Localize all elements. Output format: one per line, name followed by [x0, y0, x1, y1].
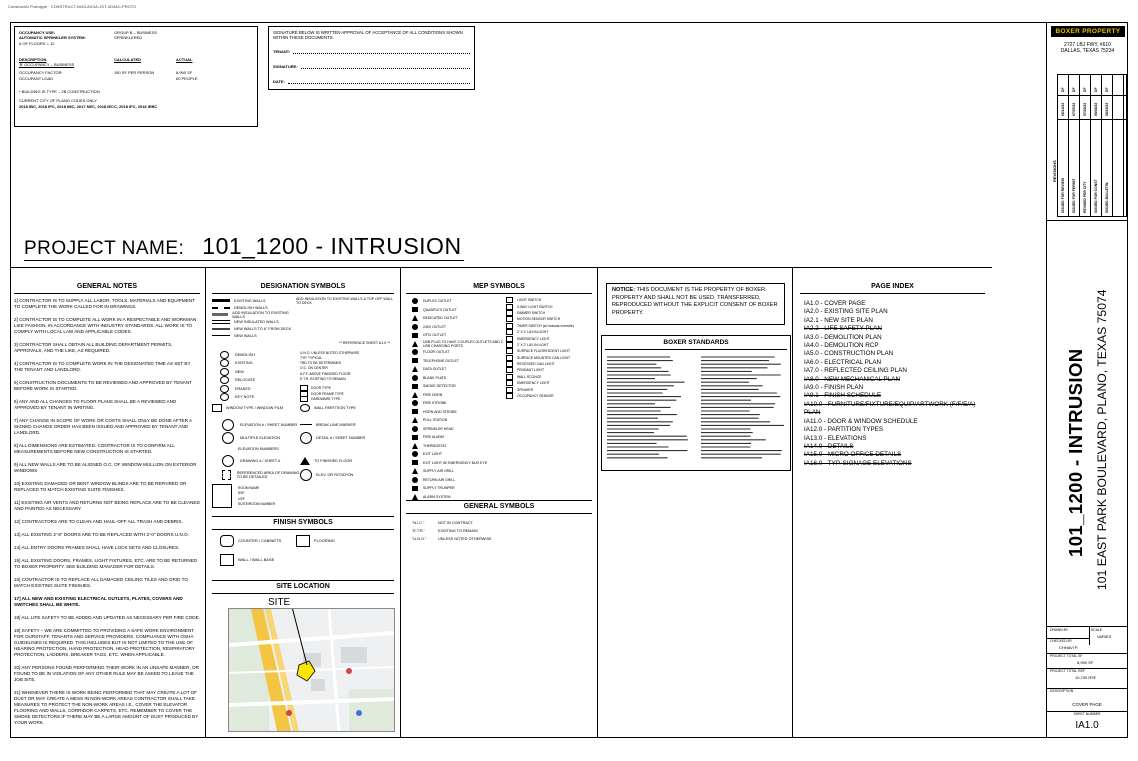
mep-symbol	[506, 355, 513, 361]
mep-label: SPEAKER	[517, 387, 534, 392]
mep-label: 3-WAY LIGHT SWITCH	[517, 304, 553, 309]
revision-desc: ISSUED FOR CONST	[1094, 179, 1098, 213]
mep-label: TELEPHONE OUTLET	[423, 358, 459, 363]
mep-label: SURFACE MOUNTED CAN LIGHT	[517, 355, 571, 360]
room-label: ROOM NAME	[238, 485, 260, 490]
wall-partition: WALL PARTITION TYPE	[314, 406, 356, 411]
abbrev-label: A.F.F. ABOVE FINISHED FLOOR	[300, 371, 351, 376]
mep-symbol	[412, 392, 418, 398]
mep-label: EXIT LIGHT W/ EMERGENCY BUG EYE	[423, 460, 488, 465]
general-note: 4] CONTRACTOR IS TO COMPLETE WORK IN THE DESIGNATED TIME AS SET BY THE TENANT AND LANDLORD.	[14, 361, 191, 372]
page-index	[800, 283, 985, 468]
mep-label: SMOKE DETECTOR	[423, 384, 456, 389]
scale-value: VARIES	[1097, 634, 1112, 639]
room-label: USF	[238, 496, 245, 501]
legend-label: DEMOLISH	[235, 352, 255, 357]
project-name-row	[24, 233, 464, 261]
factor-calc: 150 SF PER PERSON	[114, 70, 155, 76]
legend-symbol	[220, 385, 229, 393]
revision-desc: REVISED PER CITY	[1083, 181, 1087, 213]
col-divider-4	[792, 267, 793, 738]
mep-symbol	[412, 417, 418, 423]
tenant-label: TENANT:	[273, 48, 291, 54]
col-description: DESCRIPTION	[19, 56, 47, 62]
signature-label: SIGNATURE:	[273, 63, 298, 69]
page-index-item[interactable]: IA13.0 - ELEVATIONS	[804, 434, 867, 442]
general-note: 12] CONTRACTORS ARE TO CLEAN AND HAUL-OFF ALL TRASH AND DEBRIS.	[14, 519, 183, 524]
sprinkler-label: AUTOMATIC SPRINKLER SYSTEM:	[19, 35, 86, 41]
mep-label: 2' X 4' LAY-IN LIGHT	[517, 330, 549, 335]
wall-label: ADD INSULATION TO EXISTING WALLS	[232, 310, 289, 319]
building-type: * BUILDING IS TYPE – 2B CONSTRUCTION	[19, 89, 100, 95]
legend-symbol	[220, 351, 229, 359]
mep-label: EXIT LIGHT	[423, 452, 442, 457]
page-index-item[interactable]: IA9.1 - FINISH SCHEDULE	[804, 392, 881, 400]
standards-fine-print	[605, 353, 787, 468]
abbrev-label: E.T.R. EXISTING TO REMAIN	[300, 376, 346, 381]
legend-label: NEW	[235, 369, 244, 374]
finish-flooring: FLOORING	[314, 538, 335, 544]
page-index-item[interactable]: IA3.0 - DEMOLITION PLAN	[804, 333, 882, 341]
revision-desc: ISSUED BULLETIN	[1105, 182, 1109, 213]
mep-symbol	[506, 310, 513, 316]
general-note: 7] ANY CHANGE IN SCOPE OF WORK OR COSTS SHALL ONLY BE DONE AFTER A SIGNED CHANGE ORDER HAS BEEN ISSUED AND APPROVED BY TENANT AND LANDLORD.	[14, 418, 192, 435]
mep-label: USB PLUG TO HAVE 2 DUPLEX OUTLETS AND 2 USB CHARGING PORTS	[423, 339, 503, 348]
notice-text: THIS DOCUMENT IS THE PROPERTY OF BOXER PROPERTY AND SHALL NOT BE USED, TRANSFERRED, REPRODUCED WITHOUT THE EXPLICIT CONSENT OF BOXER PROPERTY.	[612, 287, 778, 317]
page-index-item[interactable]: IA14.0 - DETAILS	[804, 442, 854, 450]
drawing-label: DRAWING # / SHEET #	[240, 458, 281, 463]
project-name: 101_1200 - INTRUSION	[202, 233, 462, 259]
general-note: 1] CONTRACTOR IS TO SUPPLY ALL LABOR, TOOLS, MATERIALS AND EQUIPMENT TO COMPLETE THE WORK CALLED FOR IN DRAWINGS.	[14, 298, 195, 309]
mep-symbol	[412, 426, 418, 432]
mep-symbol	[412, 477, 418, 483]
mep-symbols	[406, 283, 592, 501]
wall-symbol	[212, 313, 228, 316]
mep-label: EMERGENCY LIGHT	[517, 336, 550, 341]
mep-symbol	[506, 380, 513, 386]
abbrev-label: O.C. ON CENTER	[300, 366, 328, 371]
wall-symbol	[212, 335, 230, 336]
revision-desc: ISSUED FOR REVIEW	[1061, 177, 1065, 213]
general-note: 15] ALL EXISTING DOORS, FRAMES, LIGHT FIXTURES, ETC. ARE TO BE RETURNED TO BOXER PROPERTY. SEE BUILDING MANAGER FOR DETAILS.	[14, 558, 198, 569]
mep-symbol	[506, 361, 513, 367]
mep-symbol	[506, 387, 513, 393]
revisions-label: REVISIONS	[1052, 160, 1057, 182]
mep-label: LIGHT SWITCH	[517, 298, 542, 303]
general-symbols-title: GENERAL SYMBOLS	[463, 503, 535, 510]
legend-label: EXISTING	[235, 361, 253, 366]
mep-symbol	[412, 486, 418, 491]
gen-symbol-desc: NOT IN CONTRACT	[438, 521, 473, 525]
door-symbol	[300, 396, 308, 402]
legend-symbol	[220, 393, 229, 401]
mep-symbol	[506, 367, 513, 373]
signature-box	[268, 26, 475, 90]
legend-symbol	[220, 368, 229, 376]
general-note: 21] WHENEVER THERE IS WORK BEING PERFORMED THAT MAY CREATE A LOT OF DUST OR MAY CREATE A MESS IN NON-WORK AREAS CONTRACTOR SHALL TAKE MEASURES TO PROTECT THE NON-WORK AREAS I.E., COVER THE ELEVATOR FLOORING AND WALLS, CORRIDOR CARPETS, ETC. REMEMBER TO COVER THE SMOKE DETECTORS IF THERE MAY BE A LARGE AMOUNT OF DUST PRODUCED BY YOUR WORK.	[14, 690, 199, 725]
revision-date: 08/16/22	[1105, 102, 1109, 116]
door-label: HARDWARE TYPE	[311, 397, 341, 402]
mep-label: QUADPLEX OUTLET	[423, 307, 457, 312]
description-value: COVER PAGE	[1072, 702, 1102, 707]
mep-label: BLANK PLATE	[423, 375, 447, 380]
mep-label: FIRE STROBE	[423, 401, 447, 406]
revision-by: DF	[1094, 87, 1098, 92]
revision-date: 06/14/22	[1061, 102, 1065, 116]
mep-symbol	[412, 443, 418, 449]
mep-label: WALL SCONCE	[517, 374, 542, 379]
gen-symbol-code: "U.N.O."	[412, 537, 427, 541]
revision-desc: ISSUED FOR PERMIT	[1072, 178, 1076, 213]
col-divider-1	[205, 267, 206, 738]
page-index-item[interactable]: IA2.1 - NEW SITE PLAN	[804, 316, 873, 324]
mep-symbol	[412, 409, 418, 414]
mep-label: FIRE ALARM	[423, 435, 444, 440]
mep-label: FIRE HORN	[423, 392, 443, 397]
standards-title: BOXER STANDARDS	[663, 339, 729, 346]
page-index-item[interactable]: IA5.0 - CONSTRUCTION PLAN	[804, 350, 894, 358]
site-title: SITE LOCATION	[276, 583, 330, 590]
mep-symbol	[506, 304, 513, 310]
page-index-item[interactable]: IA6.0 - ELECTRICAL PLAN	[804, 358, 882, 366]
mep-label: SPRINKLER HEAD	[423, 426, 454, 431]
mep-symbol	[506, 348, 513, 354]
factor-actual: 8,990 SF	[176, 70, 193, 76]
general-note: 20] ANY PERSONS FOUND PERFORMING THEIR WORK IN AN UNSAFE MANNER, OR FOUND TO BE IN VIOLATION OF ANY OTHER RULE MAY BE ASKED TO LEAVE THE JOB SITE.	[14, 665, 199, 682]
total-sf-value: 8,990 SF	[1077, 660, 1094, 665]
mep-symbol	[412, 451, 418, 457]
mep-label: RECESSED CAN LIGHT	[517, 362, 555, 367]
signature-line[interactable]	[301, 64, 470, 69]
mep-label: ALARM SYSTEM	[423, 494, 451, 499]
mep-symbol	[506, 342, 513, 348]
page-index-item[interactable]: IA10.0 - FURNITURE/FIXTURE/EQUIP/ARTWORK (F/F/E/A) PLAN	[804, 400, 976, 417]
general-note: 18] ALL LIFE SAFETY TO BE ADDED AND UPDATED AS NECESSARY PER FIRE CODE.	[14, 615, 200, 620]
wall-symbol	[212, 307, 230, 309]
revision-by: DF	[1061, 87, 1065, 92]
finish-counter: COUNTER / CABINETS	[238, 538, 282, 544]
mep-label: 2' X 2' LAY-IN LIGHT	[517, 342, 549, 347]
revision-by: DF	[1083, 87, 1087, 92]
file-header-note: ConstructAI Prototype · CONSTRUCT-0063-AXXA-1ST-4O4AC-PROTO	[8, 4, 137, 9]
general-note: 5] CONSTRUCTION DOCUMENTS TO BE REVIEWED AND APPROVED BY TENANT BEFORE WORK IS STARTED.	[14, 380, 192, 391]
project-separator	[10, 267, 992, 268]
general-notes	[14, 283, 200, 733]
checked-value: CHHAVI P.	[1059, 645, 1079, 650]
general-note: 16] CONTRACTOR IS TO REPLACE ALL DAMAGED CEILING TILES AND GRID TO MATCH EXISTING SUITE FINISHES.	[14, 577, 188, 588]
title-block	[1046, 22, 1128, 738]
mep-label: GFCI OUTLET	[423, 333, 447, 338]
page-index-item[interactable]: IA2.2 - LIFE SAFETY PLAN	[804, 325, 882, 333]
factor-label: OCCUPANCY FACTOR:	[19, 70, 63, 76]
page-index-item[interactable]: IA7.0 - REFLECTED CEILING PLAN	[804, 367, 907, 375]
col-divider-2	[400, 267, 401, 738]
page-index-item[interactable]: IA12.0 - PARTITION TYPES	[804, 426, 884, 434]
mep-symbol	[412, 341, 418, 347]
mep-label: FLOOR OUTLET	[423, 350, 450, 355]
mep-label: PENDANT LIGHT	[517, 368, 545, 373]
general-note: 17] ALL NEW AND EXISTING ELECTRICAL OUTLETS, PLATES, COVERS AND SWITCHES SHALL BE WHITE.	[14, 596, 183, 607]
scale-label: SCALE	[1091, 628, 1103, 632]
total-rsf-label: PROJECT TOTAL RSF	[1050, 669, 1085, 673]
gen-symbol-code: "N.I.C."	[412, 521, 425, 525]
vertical-project-title: 101_1200 - INTRUSION	[1065, 348, 1086, 557]
mep-symbol	[412, 307, 418, 312]
general-note: 10] EXISTING DAMAGED OR BENT WINDOW BLINDS ARE TO BE REPAIRED OR REPLACED TO MATCH EXISTING SUITE FINISHES.	[14, 481, 187, 492]
mep-label: SURFACE FLUORESCENT LIGHT	[517, 349, 571, 354]
page-index-item[interactable]: IA8.0 - NEW MECHANICAL PLAN	[804, 375, 900, 383]
total-sf-label: PROJECT TOTAL SF	[1050, 654, 1083, 658]
legend-label: KEY NOTE	[235, 395, 255, 400]
page-index-item[interactable]: IA11.0 - DOOR & WINDOW SCHEDULE	[804, 417, 918, 425]
mep-label: DIMMER SWITCH	[517, 310, 546, 315]
boxer-logo: BOXER PROPERTY	[1051, 26, 1125, 37]
general-note: 8] ALL DIMENSIONS ARE ESTIMATED. CONTRACTOR IS TO CONFIRM ALL MEASUREMENTS BEFORE NEW CONSTRUCTION IS STARTED.	[14, 443, 175, 454]
sprinkler-value: SPRINKLERED	[114, 35, 143, 41]
drawn-by-label: DRAWN BY	[1050, 628, 1069, 632]
mep-label: SUPPLY AIR GRILL	[423, 469, 455, 474]
page-index-item[interactable]: IA16.0 - TYP. SIGNAGE ELEVATIONS	[804, 459, 912, 467]
occupancy-box	[14, 26, 258, 127]
abbrev-label: U.N.O. UNLESS NOTED OTHERWISE	[300, 350, 360, 355]
floors-count: # OF FLOORS = 12	[19, 40, 55, 46]
mep-title: MEP SYMBOLS	[473, 283, 525, 290]
reference-note: ** REFERENCE SHEET A1.0 **	[339, 341, 390, 345]
mep-label: DUPLEX OUTLET	[423, 299, 452, 304]
designation-title: DESIGNATION SYMBOLS	[260, 283, 346, 290]
mep-label: DATA OUTLET	[423, 367, 447, 372]
general-note: 3] CONTRACTOR SHALL OBTAIN ALL BUILDING DEPARTMENT PERMITS, APPROVALS, AND THE LIKE, AS REQUIRED.	[14, 342, 173, 353]
site-location	[212, 580, 394, 596]
general-note: 9] ALL NEW WALLS ARE TO BE ALIGNED O.C. OF WINDOW MULLION ON EXTERIOR WINDOWS.	[14, 462, 197, 473]
boxer-standards	[601, 335, 791, 471]
occupancy-row-desc: 'B' OCCUPANCY – BUSINESS	[19, 62, 75, 68]
mep-label: DEDICATED OUTLET	[423, 316, 458, 321]
mep-symbol	[412, 315, 418, 321]
mep-label: THERMOSTAT	[423, 443, 447, 448]
wall-label: DEMOLISH WALLS	[234, 305, 268, 310]
wall-label: NEW WALLS TO 6" FROM DECK	[234, 326, 292, 331]
gen-symbol-desc: UNLESS NOTED OTHERWISE	[438, 537, 492, 541]
general-symbols	[406, 500, 592, 543]
revision-by: DF	[1105, 87, 1109, 92]
door-label: DOOR TYPE	[311, 386, 331, 391]
wall-symbol	[212, 320, 230, 324]
mep-symbol	[506, 316, 513, 322]
rotation-label: ELEV. OR ROTATION	[316, 472, 354, 477]
elevation-numbers-label: ELEVATION NUMBERS	[238, 447, 279, 452]
mep-label: TIMER SWITCH (w/ manual override)	[517, 323, 574, 328]
load-label: OCCUPANT LOAD	[19, 75, 54, 81]
site-map[interactable]	[228, 608, 395, 732]
general-note: 13] ALL EXISTING 2'-8" DOORS ARE TO BE REPLACED WITH 3'-0" DOORS U.N.O.	[14, 532, 189, 537]
total-rsf-value: 10,700 RSF	[1075, 675, 1097, 680]
room-label: SSF	[238, 491, 245, 496]
break-line-label: BREAK LINE MARKER	[316, 422, 356, 427]
site-map-graphic	[229, 609, 394, 731]
general-notes-title: GENERAL NOTES	[76, 283, 138, 290]
mep-symbol	[412, 494, 418, 500]
address-line-2: DALLAS, TEXAS 75234	[1060, 48, 1115, 54]
mep-symbol	[412, 366, 418, 372]
mep-symbol	[506, 393, 513, 399]
finish-title: FINISH SYMBOLS	[273, 519, 333, 526]
wall-label: NEW INSULATED WALLS	[234, 319, 279, 324]
legend-symbol	[220, 359, 229, 367]
mep-symbol	[412, 460, 418, 465]
finish-symbols	[212, 516, 394, 568]
mep-label: SUPPLY TRUMPER	[423, 486, 455, 491]
page-index-title: PAGE INDEX	[871, 283, 914, 290]
legend-label: RELOCATE	[235, 378, 256, 383]
gen-symbol-code: "E.T.R."	[412, 529, 426, 533]
wall-symbol	[212, 328, 230, 330]
mep-symbol	[506, 329, 513, 335]
general-note: 11] EXISTING AIR VENTS AND RETURNS NOT BEING REPLACE ARE TO BE CLEANED AND PAINTED AS NECESSARY.	[14, 500, 200, 511]
occupancy-use-label: OCCUPANCY USE:	[19, 30, 56, 35]
mep-symbol	[412, 375, 418, 381]
designation-symbols	[212, 283, 394, 508]
page-index-item[interactable]: IA1.0 - COVER PAGE	[804, 300, 866, 307]
project-name-label: PROJECT NAME:	[24, 238, 185, 259]
mep-symbol	[412, 333, 418, 338]
signature-heading: SIGNATURE BELOW IS WRITTEN APPROVAL OF ACCEPTANCE OF ALL CONDITIONS SHOWN WITHIN THESE DOCUMENTS.	[273, 30, 463, 41]
occupancy-use-value: GROUP B – BUSINESS	[114, 30, 158, 35]
mep-symbol	[412, 349, 418, 355]
mep-label: RETURN AIR GRILL	[423, 477, 456, 482]
wall-label: NEW WALLS	[234, 333, 257, 338]
revision-date: 08/02/22	[1094, 102, 1098, 116]
finished-floor-label: TO FINISHED FLOOR	[314, 458, 353, 463]
mep-label: MOTION SENSOR SWITCH	[517, 317, 561, 322]
window-type: WINDOW TYPE / WINDOW FILM	[226, 406, 284, 411]
address-line-1: 2727 LBJ FWY, #610	[1064, 42, 1111, 48]
sheet-number: IA1.0	[1075, 720, 1099, 731]
general-note: 19] SAFETY – WE ARE COMMITTED TO PROVIDING A SAFE WORK ENVIRONMENT FOR OURSTAFF, TENANTS AND SERVICE PROVIDERS. COMPLIANCE WITH OSHA GUIDELINES IS REQUIRED. THIS INCLUDES BUT IS NOT LIMITED TO THE USE OF HEARING PROTECTION, HAND PROTECTION, HEAD PROTECTION, RESPIRATORY PROTECTION, LADDERS, BREAKER TAGS, ETC. WHEN APPLICABLE.	[14, 628, 195, 657]
notice-box	[606, 283, 785, 325]
general-note: 14] ALL ENTRY DOORS FRAMES SHALL HAVE LOCK SETS AND CLOSURES.	[14, 545, 180, 550]
finish-wall: WALL / WALL BASE	[238, 557, 275, 563]
wall-symbol	[212, 299, 230, 302]
codes-value: 2018 IBC, 2018 IPC, 2018 IMC, 2017 NEC, 2018 IECC, 2018 IFC, 2018 IEBC	[19, 103, 158, 109]
checked-label: CHECKED BY	[1050, 639, 1073, 643]
col-divider-3	[597, 267, 598, 738]
abbrev-label: TBD TO BE DETERMINED	[300, 361, 342, 366]
site-label: SITE	[268, 597, 291, 608]
revisions-grid	[1057, 74, 1127, 217]
multi-elevation-label: MULTIPLE ELEVATION	[240, 435, 281, 440]
mep-label: HORN AND STROBE	[423, 409, 457, 414]
load-actual: 60 PEOPLE	[176, 75, 198, 81]
mep-symbol	[506, 336, 513, 342]
revision-date: 07/22/22	[1083, 102, 1087, 116]
tenant-line[interactable]	[293, 49, 470, 54]
date-line[interactable]	[288, 79, 470, 84]
mep-symbol	[412, 435, 418, 440]
mep-symbol	[506, 297, 513, 303]
referenced-area-label: REFERENCED AREA OF DRAWING TO BE DETAILED	[236, 470, 300, 479]
room-label: SUITE/ROOM NUMBER	[238, 502, 276, 507]
page-index-item[interactable]: IA9.0 - FINISH PLAN	[804, 384, 864, 392]
mep-symbol	[412, 298, 418, 304]
page-index-item[interactable]: IA15.0 - MICRO OFFICE DETAILS	[804, 451, 902, 459]
description-label: DESCRIPTION	[1050, 689, 1074, 693]
col-actual: ACTUAL	[176, 56, 193, 62]
notice-label: NOTICE:	[612, 287, 635, 293]
general-note: 6] ANY AND ALL CHANGES TO FLOOR PLANS SHALL BE A REVIEWED AND APPROVED BY TENANT IN WRITING.	[14, 399, 177, 410]
mep-symbol	[412, 358, 418, 363]
general-note: 2] CONTRACTOR IS TO COMPLETE ALL WORK IN A RESPECTABLE AND WORKMAN LIKE FASHION, IN ACCORDANCE WITH INDUSTRY STANDARDS. ALL WORK IS TO COMPLY WITH LOCAL LAW AND APPLICABLE CODES.	[14, 317, 197, 334]
wall-label: EXISTING WALLS	[234, 298, 266, 303]
mep-label: PULL STATION	[423, 418, 448, 423]
mep-label: EMERGENCY LIGHT	[517, 381, 550, 386]
mep-label: 240V OUTLET	[423, 324, 446, 329]
mep-symbol	[412, 468, 418, 474]
door-label: DOOR FRAME TYPE	[311, 391, 344, 396]
date-label: DATE:	[273, 79, 285, 85]
legend-symbol	[220, 376, 229, 384]
revision-date: 07/07/22	[1072, 102, 1076, 116]
legend-label: ERASED	[235, 386, 251, 391]
mep-symbol	[506, 374, 513, 380]
vertical-address: 101 EAST PARK BOULEVARD, PLANO, TEXAS 75074	[1095, 289, 1109, 590]
mep-label: OCCUPANCY SENSOR	[517, 394, 554, 399]
codes-label: CURRENT CITY OF PLANO CODES ONLY	[19, 98, 98, 104]
page-index-item[interactable]: IA4.0 - DEMOLITION RCP	[804, 342, 879, 350]
elevation-label: ELEVATION # / SHEET NUMBER	[240, 422, 298, 427]
abbrev-label: TYP. TYPICAL	[300, 356, 323, 361]
revision-by: DF	[1072, 87, 1076, 92]
sheet-number-label: SHEET NUMBER	[1073, 712, 1101, 716]
col-calculated: CALCULATED	[114, 56, 142, 62]
mep-symbol	[412, 384, 418, 389]
mep-symbol	[506, 323, 513, 329]
mep-symbol	[412, 400, 418, 406]
page-index-item[interactable]: IA2.0 - EXISTING SITE PLAN	[804, 308, 888, 316]
gen-symbol-desc: EXISTING TO REMAIN	[438, 529, 478, 533]
walls-right: ADD INSULATION TO EXISTING WALLS & TOP OFF WALL TO DECK	[296, 297, 393, 306]
detail-label: DETAIL # / SHEET NUMBER	[316, 435, 366, 440]
mep-symbol	[412, 324, 418, 330]
